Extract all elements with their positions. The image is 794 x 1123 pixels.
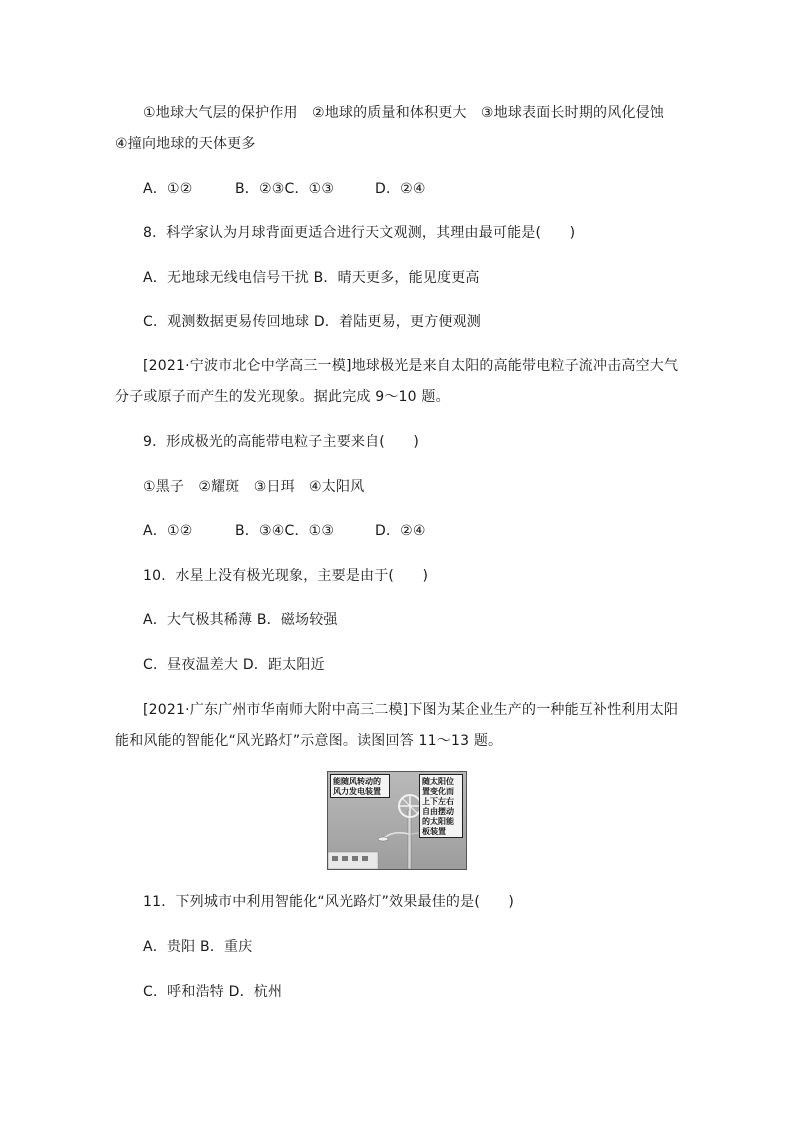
q7-options — [143, 180, 426, 198]
passage1-line2: 分子或原子而产生的发光现象。据此完成 9～10 题。 — [115, 389, 450, 405]
q9-option-d: D．②④ — [375, 523, 426, 539]
q9-stem: 9．形成极光的高能带电粒子主要来自( ) — [143, 434, 420, 450]
wind-solar-streetlight-figure — [327, 771, 467, 870]
q9-option-bc: B．③④C．①③ — [235, 523, 335, 539]
q7-option-a: A．①② — [143, 181, 193, 197]
q9-options — [143, 522, 426, 540]
passage2-line1: [2021·广东广州市华南师大附中高三二模]下图为某企业生产的一种能互补性利用太阳 — [143, 702, 679, 718]
q10-stem: 10．水星上没有极光现象，主要是由于( ) — [143, 568, 429, 584]
passage1-line1: [2021·宁波市北仑中学高三一模]地球极光是来自太阳的高能带电粒子流冲击高空大气 — [143, 358, 679, 374]
q7-items-line1: ①地球大气层的保护作用 ②地球的质量和体积更大 ③地球表面长时期的风化侵蚀 — [143, 105, 665, 121]
q10-options-ab: A．大气极其稀薄 B．磁场较强 — [143, 612, 338, 628]
q11-options-cd: C．呼和浩特 D．杭州 — [143, 984, 283, 1000]
q7-option-d: D．②④ — [375, 181, 426, 197]
q11-options-ab: A．贵阳 B．重庆 — [143, 939, 253, 955]
lamp-head-shape — [378, 837, 388, 841]
pole-shape — [408, 810, 411, 869]
q9-items: ①黑子 ②耀斑 ③日珥 ④太阳风 — [143, 479, 365, 495]
q8-options-cd: C．观测数据更易传回地球 D．着陆更易，更方便观测 — [143, 314, 482, 330]
q10-options-cd: C．昼夜温差大 D．距太阳近 — [143, 657, 325, 673]
q7-items-line2: ④撞向地球的天体更多 — [115, 136, 256, 152]
q8-stem: 8．科学家认为月球背面更适合进行天文观测，其理由最可能是( ) — [143, 225, 576, 241]
q11-stem: 11．下列城市中利用智能化“风光路灯”效果最佳的是( ) — [143, 894, 515, 910]
q9-option-a: A．①② — [143, 523, 193, 539]
figure-label-solar: 随太阳位 置变化而 上下左右 自由摆动 的太阳能 板装置 — [419, 774, 463, 838]
figure-label-wind: 能随风转动的 风力发电装置 — [330, 774, 390, 798]
q7-option-bc: B．②③C．①③ — [235, 181, 335, 197]
passage2-line2: 能和风能的智能化“风光路灯”示意图。读图回答 11～13 题。 — [115, 733, 503, 749]
q8-options-ab: A．无地球无线电信号干扰 B．晴天更多，能见度更高 — [143, 270, 480, 286]
